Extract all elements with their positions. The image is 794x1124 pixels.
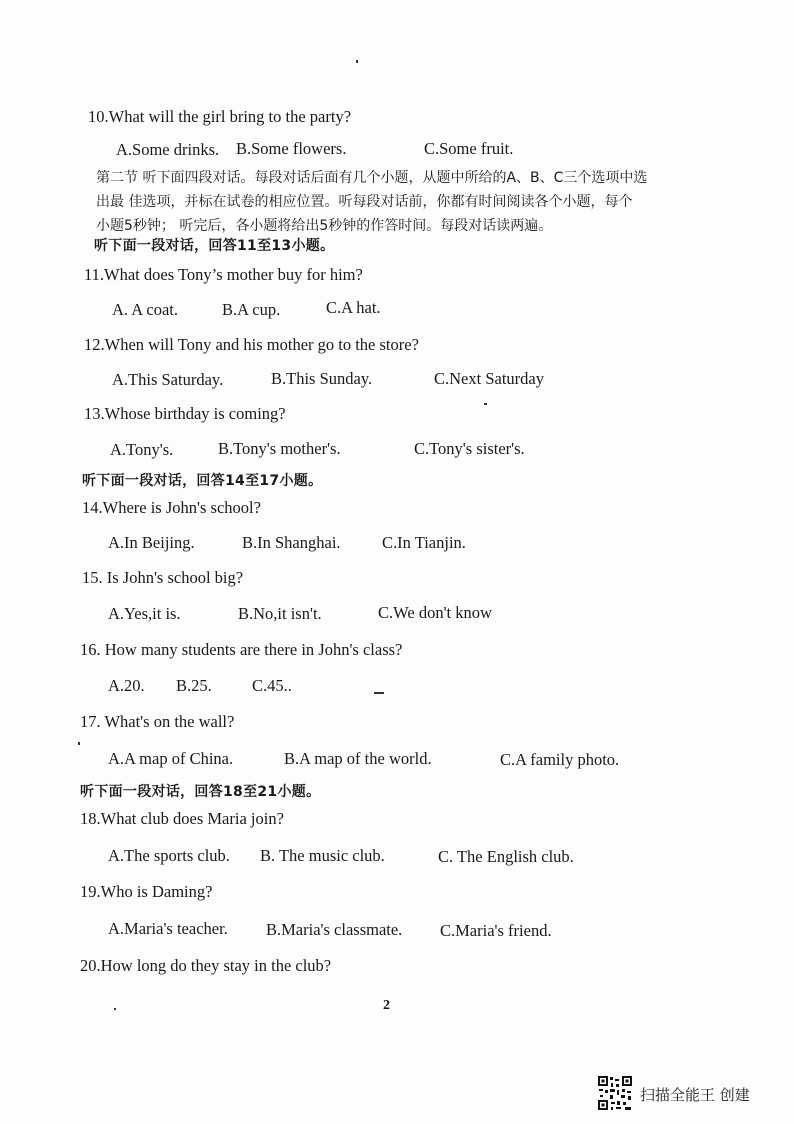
question-15: 15. Is John's school big? <box>82 568 244 587</box>
instruction-q14-17: 听下面一段对话，回答14至17小题。 <box>82 473 323 489</box>
question-18: 18.What club does Maria join? <box>80 809 284 828</box>
q15-option-a: A.Yes,it is. <box>108 604 181 623</box>
section-2-instructions <box>96 166 716 238</box>
q16-option-c: C.45.. <box>252 676 292 695</box>
q15-option-b: B.No,it isn't. <box>238 604 322 623</box>
question-14: 14.Where is John's school? <box>82 498 261 517</box>
q19-option-a: A.Maria's teacher. <box>108 919 228 938</box>
question-17: 17. What's on the wall? <box>80 712 235 731</box>
q19-option-b: B.Maria's classmate. <box>266 920 403 939</box>
instruction-q11-13: 听下面一段对话，回答11至13小题。 <box>94 238 335 254</box>
q11-option-b: B.A cup. <box>222 300 281 319</box>
q11-option-a: A. A coat. <box>112 300 178 319</box>
question-13: 13.Whose birthday is coming? <box>84 404 286 423</box>
q17-option-a: A.A map of China. <box>108 749 234 768</box>
q16-option-b: B.25. <box>176 676 212 695</box>
q15-option-c: C.We don't know <box>378 603 492 622</box>
q13-option-c: C.Tony's sister's. <box>414 439 525 458</box>
q16-option-a: A.20. <box>108 676 145 695</box>
q19-option-c: C.Maria's friend. <box>440 921 552 940</box>
question-12: 12.When will Tony and his mother go to the store? <box>84 335 419 354</box>
qr-code-icon <box>597 1075 633 1111</box>
scan-speck <box>374 692 384 694</box>
q12-option-c: C.Next Saturday <box>434 369 544 388</box>
q14-option-c: C.In Tianjin. <box>382 533 466 552</box>
scanner-watermark-label: 扫描全能王 创建 <box>640 1086 750 1104</box>
section-2-line-2: 出最 佳选项，并标在试卷的相应位置。听每段对话前，你都有时间阅读各个小题，每个 <box>96 194 633 210</box>
instruction-q18-21: 听下面一段对话，回答18至21小题。 <box>80 784 321 800</box>
question-19: 19.Who is Daming? <box>80 882 213 901</box>
q11-option-c: C.A hat. <box>326 298 381 317</box>
scan-speck <box>356 60 358 63</box>
question-16: 16. How many students are there in John's class? <box>80 640 403 659</box>
q10-option-b: B.Some flowers. <box>236 139 347 158</box>
question-10: 10.What will the girl bring to the party? <box>88 107 352 126</box>
q17-option-b: B.A map of the world. <box>284 749 432 768</box>
question-11: 11.What does Tony’s mother buy for him? <box>84 265 363 284</box>
section-2-line-3: 小题5秒钟； 听完后，各小题将给出5秒钟的作答时间。每段对话读两遍。 <box>96 218 553 234</box>
scan-speck <box>114 1008 116 1010</box>
q14-option-b: B.In Shanghai. <box>242 533 341 552</box>
q10-option-c: C.Some fruit. <box>424 139 514 158</box>
section-2-line-1: 第二节 听下面四段对话。每段对话后面有几个小题，从题中所给的A、B、C三个选项中选 <box>96 170 648 186</box>
page-number: 2 <box>383 998 390 1013</box>
scan-speck <box>78 742 80 745</box>
q10-option-a: A.Some drinks. <box>116 140 220 159</box>
q18-option-a: A.The sports club. <box>108 846 230 865</box>
q13-option-a: A.Tony's. <box>110 440 174 459</box>
q17-option-c: C.A family photo. <box>500 750 620 769</box>
q13-option-b: B.Tony's mother's. <box>218 439 341 458</box>
question-20: 20.How long do they stay in the club? <box>80 956 332 975</box>
scan-speck <box>484 403 487 405</box>
q18-option-b: B. The music club. <box>260 846 385 865</box>
q18-option-c: C. The English club. <box>438 847 574 866</box>
q12-option-a: A.This Saturday. <box>112 370 224 389</box>
q14-option-a: A.In Beijing. <box>108 533 195 552</box>
q12-option-b: B.This Sunday. <box>271 369 373 388</box>
